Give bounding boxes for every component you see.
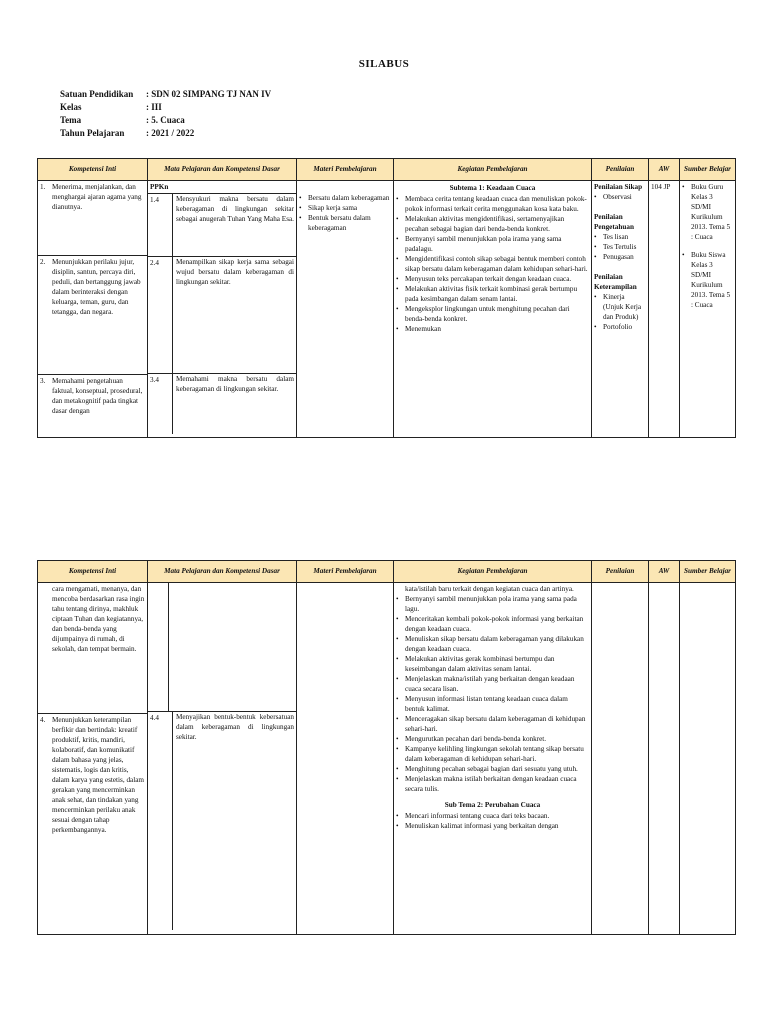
ki-number: 1. [40, 183, 46, 191]
kegiatan-item: • Menceragakan sikap bersatu dalam keberagaman di kehidupan sehari-hari. [396, 714, 589, 734]
subtema-title: Sub Tema 2: Perubahan Cuaca [444, 801, 541, 809]
info-row [60, 88, 271, 101]
materi-cell [297, 181, 394, 438]
kegiatan-text: Membaca cerita tentang keadaan cuaca dan menuliskan pokok-pokok informasi terkait cerita menggunakan kosa kata baku. [405, 195, 587, 213]
info-value: : SDN 02 SIMPANG TJ NAN IV [146, 89, 272, 99]
kegiatan-text: Menjelaskan makna/istilah yang berkaitan dengan keadaan cuaca secara lisan. [405, 675, 575, 693]
kegiatan-text: Menceragakan sikap bersatu dalam keberagaman di kehidupan sehari-hari. [405, 715, 586, 733]
kegiatan-item: • Menceritakan kembali pokok-pokok informasi yang berkaitan dengan keadaan cuaca. [396, 614, 589, 634]
kegiatan-item: • Mengeksplor lingkungan untuk menghitung pecahan dari benda-benda konkret. [396, 304, 589, 324]
sumber-cell [680, 181, 736, 438]
materi-item: • Sikap kerja sama [299, 203, 391, 213]
kegiatan-item: • Menuliskan sikap bersatu dalam keberagaman yang dilakukan dengan keadaan cuaca. [396, 634, 589, 654]
kegiatan-text: Melakukan aktivitas gerak kombinasi bertumpu dan keseimbangan dalam aktivitas senam lantai. [405, 655, 555, 673]
kegiatan-item: • Menyusun teks percakapan terkait dengan keadaan cuaca. [396, 274, 589, 284]
kegiatan-text: Melakukan aktivitas fisik terkait kombinasi gerak bertumpu pada kesimbangan dalam senam lantai. [405, 285, 578, 303]
subtema-title: Subtema 1: Keadaan Cuaca [449, 184, 536, 192]
header-materi: Materi Pembelajaran [297, 561, 394, 583]
sumber-text: Buku Guru Kelas 3 SD/MI Kurikulum 2013. Tema 5 : Cuaca [691, 183, 731, 241]
penilaian-cell [592, 181, 649, 438]
ki-number: 2. [40, 258, 46, 266]
kegiatan-item: • Melakukan aktivitas mengidentifikasi, sertamenyajikan pecahan sebagai bagian dari benda-benda konkret. [396, 214, 589, 234]
header-kegiatan: Kegiatan Pembelajaran [394, 561, 592, 583]
materi-item: • Bentuk bersatu dalam keberagaman [299, 213, 391, 233]
sumber-cell [680, 583, 736, 935]
kegiatan-item: • Bernyanyi sambil menunjukkan pola irama yang sama pada lagu. [396, 594, 589, 614]
kd-empty [148, 583, 296, 711]
document-info [60, 88, 271, 140]
header-kd: Mata Pelajaran dan Kompetensi Dasar [148, 561, 297, 583]
header-sumber: Sumber Belajar [680, 159, 736, 181]
kegiatan-item: • Menjelaskan makna/istilah yang berkaitan dengan keadaan cuaca secara lisan. [396, 674, 589, 694]
kd-text: Menyajikan bentuk-bentuk kebersatuan dalam keberagaman di lingkungan sekitar. [172, 712, 296, 930]
kegiatan-text: Menuliskan kalimat informasi yang berkaitan dengan [405, 822, 559, 830]
bullet-icon: • [594, 253, 597, 261]
kegiatan-text: Mengeksplor lingkungan untuk menghitung pecahan dari benda-benda konkret. [405, 305, 570, 323]
kegiatan-text: Mengidentifikasi contoh sikap sebagai bentuk memberi contoh sikap bersatu dalam keberagaman dalam kehidupan sehari-hari. [405, 255, 588, 273]
ki-item [38, 374, 147, 437]
materi-text: Bentuk bersatu dalam keberagaman [308, 214, 371, 232]
kegiatan-item: • Membaca cerita tentang keadaan cuaca dan menuliskan pokok-pokok informasi terkait cerita menggunakan kosa kata baku. [396, 194, 589, 214]
ki-item [38, 713, 147, 934]
kd-item [148, 373, 296, 434]
kd-number: 2.4 [150, 259, 159, 267]
ki-cell [38, 583, 148, 935]
penilaian-text: Portofolio [603, 323, 633, 331]
bullet-icon: • [594, 323, 597, 331]
spacer [594, 262, 646, 272]
kd-cell [148, 583, 297, 935]
aw-value: 104 JP [651, 183, 671, 191]
info-row [60, 101, 271, 114]
ki-continuation: cara mengamati, menanya, dan mencoba berdasarkan rasa ingin tahu tentang dirinya, makhluk ciptaan Tuhan dan kegiatannya, dan benda-benda yang dijumpainya di rumah, di sekolah, dan tempat bermain. [52, 585, 145, 653]
kegiatan-lead: kata/istilah baru terkait dengan kegiatan cuaca dan artinya. [405, 585, 574, 593]
bullet-icon: • [594, 243, 597, 251]
kegiatan-text: Menyusun teks percakapan terkait dengan keadaan cuaca. [405, 275, 572, 283]
kegiatan-text: Bernyanyi sambil menunjukkan pola irama yang sama padalagu. [405, 235, 562, 253]
kegiatan-item: • Menuliskan kalimat informasi yang berkaitan dengan [396, 821, 589, 831]
kegiatan-item: • Kampanye kelihling lingkungan sekolah tentang sikap bersatu dalam keberagaman di kehidupan sehari-hari. [396, 744, 589, 764]
ki-item [38, 181, 147, 255]
kegiatan-text: Mengurutkan pecahan dari benda-benda konkret. [405, 735, 547, 743]
penilaian-heading: Penilaian Keterampilan [594, 273, 637, 291]
kegiatan-item: • Menghitung pecahan sebagai bagian dari sesuatu yang utuh. [396, 764, 589, 774]
info-value: : 5. Cuaca [146, 115, 185, 125]
bullet-icon: • [594, 293, 597, 301]
penilaian-text: Kinerja (Unjuk Kerja dan Produk) [603, 293, 642, 321]
spacer [594, 202, 646, 212]
ki-text: Menunjukkan keterampilan berfikir dan bertindak: kreatif produktif, kritis, mandiri, kolaboratif, dan komunikatif dalam bahasa yang jelas, sistematis, logis dan kritis, dalam karya yang estetis, dalam gerakan yang mencerminkan anak sehat, dan tindakan yang mencerminkan perilaku anak sesuai dengan tahap perkembangannya. [52, 716, 145, 834]
kegiatan-cell [394, 583, 592, 935]
materi-text: Bersatu dalam keberagaman [308, 194, 390, 202]
materi-text: Sikap kerja sama [308, 204, 358, 212]
header-penilaian: Penilaian [592, 561, 649, 583]
header-ki: Kompetensi Inti [38, 159, 148, 181]
penilaian-text: Tes lisan [603, 233, 629, 241]
header-ki: Kompetensi Inti [38, 561, 148, 583]
header-aw: AW [649, 159, 680, 181]
kegiatan-item: • Menjelaskan makna istilah berkaitan dengan keadaan cuaca secara tulis. [396, 774, 589, 794]
materi-cell [297, 583, 394, 935]
kegiatan-item: • Melakukan aktivitas fisik terkait kombinasi gerak bertumpu pada kesimbangan dalam senam lantai. [396, 284, 589, 304]
kegiatan-item: • Mengurutkan pecahan dari benda-benda konkret. [396, 734, 589, 744]
header-aw: AW [649, 561, 680, 583]
kegiatan-item: • Menemukan [396, 324, 589, 334]
kegiatan-item: • Mengidentifikasi contoh sikap sebagai bentuk memberi contoh sikap bersatu dalam keberagaman dalam kehidupan sehari-hari. [396, 255, 588, 273]
penilaian-heading: Penilaian Pengetahuan [594, 213, 634, 231]
header-penilaian: Penilaian [592, 159, 649, 181]
info-label: Tahun Pelajaran [60, 128, 125, 138]
ki-text: Menerima, menjalankan, dan menghargai ajaran agama yang dianutnya. [52, 183, 142, 211]
bullet-icon: • [594, 233, 597, 241]
sumber-item: • Buku Guru Kelas 3 SD/MI Kurikulum 2013. Tema 5 : Cuaca [682, 182, 733, 242]
mapel-label: PPKn [148, 181, 296, 194]
ki-cell [38, 181, 148, 438]
penilaian-item [594, 252, 646, 262]
syllabus-table-2 [37, 560, 736, 935]
kd-cell [148, 181, 297, 438]
kegiatan-text: Menjelaskan makna istilah berkaitan dengan keadaan cuaca secara tulis. [405, 775, 577, 793]
ki-number: 3. [40, 377, 46, 385]
penilaian-text: Tes Tertulis [603, 243, 637, 251]
penilaian-item [594, 232, 646, 242]
kegiatan-item: • Menyusun informasi listan tentang keadaan cuaca dalam bentuk kalimat. [396, 694, 589, 714]
kd-number: 3.4 [150, 376, 159, 384]
kd-number: 4.4 [150, 714, 159, 722]
info-label: Tema [60, 115, 82, 125]
kd-item [148, 194, 296, 256]
kd-number: 1.4 [150, 196, 159, 204]
syllabus-table-1 [37, 158, 736, 438]
kd-text: Mensyukuri makna bersatu dalam keberagaman di lingkungan sekitar sebagai anugerah Tuhan Yang Maha Esa. [172, 194, 296, 256]
kegiatan-text: Menyusun informasi listan tentang keadaan cuaca dalam bentuk kalimat. [405, 695, 568, 713]
penilaian-text: Penugasan [603, 253, 634, 261]
kegiatan-item: • Mencari informasi tentang cuaca dari teks bacaan. [396, 811, 589, 821]
penilaian-heading: Penilaian Sikap [594, 183, 643, 191]
kd-item [148, 256, 296, 373]
aw-cell [649, 583, 680, 935]
kd-item [148, 711, 296, 930]
penilaian-item [594, 292, 646, 322]
header-kd: Mata Pelajaran dan Kompetensi Dasar [148, 159, 297, 181]
info-label: Satuan Pendidikan [60, 89, 134, 99]
info-value: : III [146, 102, 162, 112]
kegiatan-item: • Melakukan aktivitas gerak kombinasi bertumpu dan keseimbangan dalam aktivitas senam lantai. [396, 654, 589, 674]
info-value: : 2021 / 2022 [146, 128, 195, 138]
sumber-text: Buku Siswa Kelas 3 SD/MI Kurikulum 2013. Tema 5 : Cuaca [691, 251, 731, 309]
header-sumber: Sumber Belajar [680, 561, 736, 583]
info-row [60, 127, 271, 140]
header-kegiatan: Kegiatan Pembelajaran [394, 159, 592, 181]
kegiatan-text: Menuliskan sikap bersatu dalam keberagaman yang dilakukan dengan keadaan cuaca. [405, 635, 584, 653]
header-materi: Materi Pembelajaran [297, 159, 394, 181]
sumber-item: • Buku Siswa Kelas 3 SD/MI Kurikulum 2013. Tema 5 : Cuaca [682, 250, 733, 310]
kegiatan-text: Menemukan [405, 325, 441, 333]
kegiatan-text: Menceritakan kembali pokok-pokok informasi yang berkaitan dengan keadaan cuaca. [405, 615, 584, 633]
bullet-icon: • [594, 193, 597, 201]
ki-text: Menunjukkan perilaku jujur, disiplin, santun, percaya diri, peduli, dan bertanggung jawab dalam berinteraksi dengan keluarga, teman, guru, dan tetangga, dan negara. [52, 258, 141, 316]
kegiatan-text: Melakukan aktivitas mengidentifikasi, sertamenyajikan pecahan sebagai bagian dari benda-benda konkret. [405, 215, 565, 233]
kd-text: Menampilkan sikap kerja sama sebagai wujud bersatu dalam keberagaman di lingkungan sekitar. [172, 257, 296, 373]
page-title: SILABUS [358, 58, 410, 70]
kegiatan-text: Bernyanyi sambil menunjukkan pola irama yang sama pada lagu. [405, 595, 577, 613]
info-label: Kelas [60, 102, 82, 112]
aw-cell [649, 181, 680, 438]
kegiatan-text: Mencari informasi tentang cuaca dari teks bacaan. [405, 812, 550, 820]
materi-item: • Bersatu dalam keberagaman [299, 194, 390, 202]
ki-number: 4. [40, 716, 46, 724]
kegiatan-cell [394, 181, 592, 438]
penilaian-item [594, 322, 646, 332]
kegiatan-text: Menghitung pecahan sebagai bagian dari sesuatu yang utuh. [405, 765, 578, 773]
kegiatan-text: Kampanye kelihling lingkungan sekolah tentang sikap bersatu dalam keberagaman di kehidupan sehari-hari. [405, 745, 584, 763]
penilaian-cell [592, 583, 649, 935]
kd-text: Memahami makna bersatu dalam keberagaman di lingkungan sekitar. [172, 374, 296, 434]
info-row [60, 114, 271, 127]
ki-text: Memahami pengetahuan faktual, konseptual, prosedural, dan metakognitif pada tingkat dasar dengan [52, 377, 143, 415]
penilaian-item [594, 192, 646, 202]
penilaian-item [594, 242, 646, 252]
penilaian-text: Observasi [603, 193, 632, 201]
kegiatan-item: • Bernyanyi sambil menunjukkan pola irama yang sama padalagu. [396, 234, 589, 254]
ki-item [38, 255, 147, 374]
